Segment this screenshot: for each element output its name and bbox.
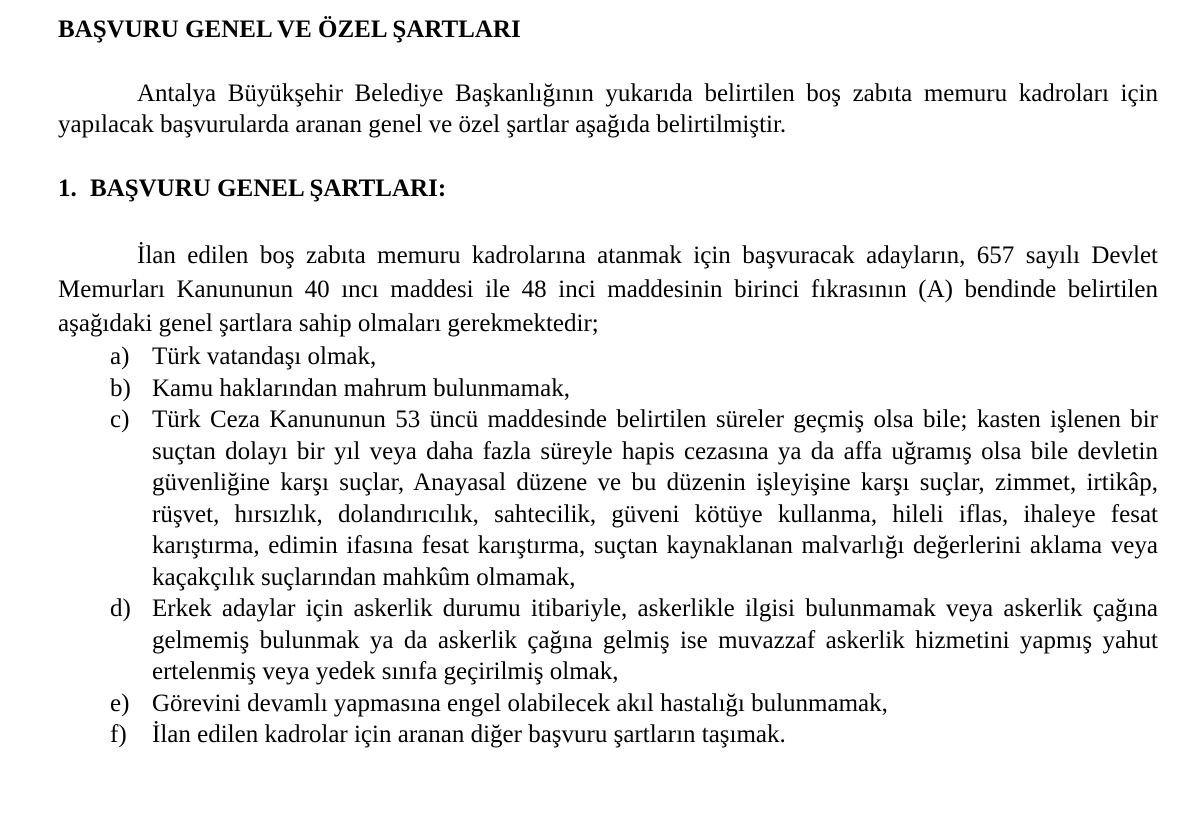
section-number: 1. bbox=[58, 175, 77, 202]
intro-paragraph: Antalya Büyükşehir Belediye Başkanlığının yukarıda belirtilen boş zabıta memuru kadroları için yapılacak başvurularda aranan genel ve özel şartlar aşağıda belirtilmiştir. bbox=[58, 80, 1158, 138]
list-item-text: Erkek adaylar için askerlik durumu itibariyle, askerlikle ilgisi bulunmamak veya askerlik çağına gelmemiş bulunmak ya da askerlik çağına gelmiş ise muvazzaf askerlik hizmetini yapmış yahut ertelenmiş veya yedek sınıfa geçirilmiş olmak, bbox=[152, 595, 1158, 685]
list-item bbox=[58, 719, 1158, 751]
list-item-letter: d) bbox=[110, 595, 131, 622]
list-item-text: Türk Ceza Kanununun 53 üncü maddesinde belirtilen süreler geçmiş olsa bile; kasten işlenen bir suçtan dolayı bir yıl veya daha fazla süreyle hapis cezasına ya da affa uğramış olsa bile devletin güvenliğine karşı suçlar, Anayasal düzene ve bu düzenin işleyişine karşı suçlar, zimmet, irtikâp, rüşvet, hırsızlık, dolandırıcılık, sahtecilik, güveni kötüye kullanma, hileli iflas, ihaleye fesat karıştırma, edimin ifasına fesat karıştırma, suçtan kaynaklanan malvarlığı değerlerini aklama veya kaçakçılık suçlarından mahkûm olmamak, bbox=[152, 406, 1158, 591]
list-item-letter: a) bbox=[110, 343, 130, 370]
document-page bbox=[58, 14, 1158, 751]
list-item-letter: c) bbox=[110, 406, 130, 433]
list-item-letter: e) bbox=[110, 689, 130, 717]
list-item-text: Kamu haklarından mahrum bulunmamak, bbox=[152, 374, 570, 402]
list-item bbox=[58, 341, 1158, 373]
list-item-text: İlan edilen kadrolar için aranan diğer başvuru şartların taşımak. bbox=[152, 721, 786, 748]
section-paragraph: İlan edilen boş zabıta memuru kadrolarına atanmak için başvuracak adayların, 657 sayılı Devlet Memurları Kanununun 40 ıncı maddesi ile 48 inci maddesinin birinci fıkrasının (A) bendinde belirtilen aşağıdaki genel şartlara sahip olmaları gerekmektedir; bbox=[58, 242, 1158, 337]
list-item bbox=[58, 373, 1158, 405]
section-title: BAŞVURU GENEL ŞARTLARI: bbox=[90, 175, 447, 202]
list-item-letter: b) bbox=[110, 374, 131, 402]
document-title: BAŞVURU GENEL VE ÖZEL ŞARTLARI bbox=[58, 16, 521, 43]
list-item bbox=[58, 593, 1158, 688]
requirements-list bbox=[58, 341, 1158, 751]
list-item bbox=[58, 688, 1158, 720]
list-item-text: Türk vatandaşı olmak, bbox=[152, 343, 377, 370]
list-item-letter: f) bbox=[110, 721, 127, 748]
list-item-text: Görevini devamlı yapmasına engel olabilecek akıl hastalığı bulunmamak, bbox=[152, 689, 888, 717]
list-item bbox=[58, 404, 1158, 593]
section-heading bbox=[58, 173, 1158, 205]
